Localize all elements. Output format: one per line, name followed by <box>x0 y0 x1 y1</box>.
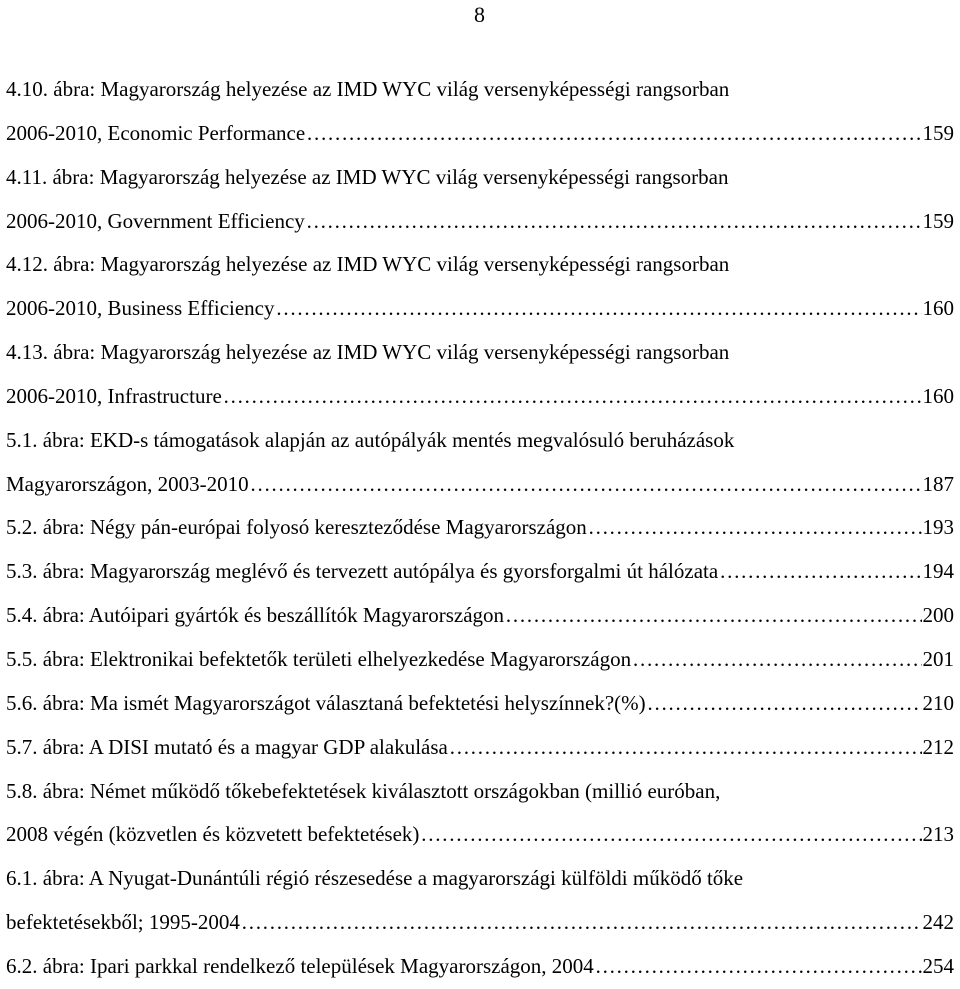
toc-entry-line: 6.1. ábra: A Nyugat-Dunántúli régió részesedése a magyarországi külföldi működő tőke <box>6 866 744 891</box>
toc-entry-title: 5.6. ábra: Ma ismét Magyarországot választaná befektetési helyszínnek?(%) <box>6 690 646 715</box>
toc-entry-page: 212 <box>922 734 954 759</box>
toc-entry-title: 5.7. ábra: A DISI mutató és a magyar GDP alakulása <box>6 734 448 759</box>
toc-entry[interactable] <box>6 638 954 682</box>
toc-entry[interactable] <box>6 200 954 244</box>
toc-entry-page: 200 <box>922 603 954 628</box>
dot-leader <box>595 945 922 989</box>
toc-entry-title: 2006-2010, Economic Performance <box>6 120 306 145</box>
toc-entry-line: 5.8. ábra: Német működő tőkebefektetések kiválasztott országokban (millió euróban, <box>6 778 721 803</box>
dot-leader <box>306 112 921 156</box>
toc-entry-title: 2008 végén (közvetlen és közvetett befektetések) <box>6 822 420 847</box>
dot-leader <box>632 638 921 682</box>
toc-entry-title: 2006-2010, Business Efficiency <box>6 296 275 321</box>
toc-entry-title: 2006-2010, Government Efficiency <box>6 208 305 233</box>
dot-leader <box>306 200 922 244</box>
toc-entry-line: 5.1. ábra: EKD-s támogatások alapján az autópályák mentés megvalósuló beruházások <box>6 427 735 452</box>
page-number: 8 <box>474 2 485 27</box>
toc-entry-title: Magyarországon, 2003-2010 <box>6 471 249 496</box>
toc-entry-page: 213 <box>922 822 954 847</box>
dot-leader <box>719 550 921 594</box>
toc-entry[interactable] <box>6 813 954 857</box>
toc-entry-line: 4.10. ábra: Magyarország helyezése az IMD WYC világ versenyképességi rangsorban <box>6 77 730 101</box>
list-of-figures <box>6 68 954 989</box>
toc-entry[interactable] <box>6 506 954 550</box>
toc-entry[interactable] <box>6 287 954 331</box>
toc-entry-page: 194 <box>922 559 954 584</box>
dot-leader <box>449 726 922 770</box>
toc-entry[interactable] <box>6 463 954 507</box>
toc-entry[interactable] <box>6 945 954 989</box>
dot-leader <box>276 287 922 331</box>
toc-entry-line: 4.11. ábra: Magyarország helyezése az IMD WYC világ versenyképességi rangsorban <box>6 164 729 189</box>
toc-entry-page: 242 <box>922 910 954 935</box>
toc-entry-title: 5.4. ábra: Autóipari gyártók és beszállítók Magyarországon <box>6 603 505 628</box>
toc-entry[interactable] <box>6 901 954 945</box>
dot-leader <box>647 682 922 726</box>
toc-entry-line: 4.12. ábra: Magyarország helyezése az IMD WYC világ versenyképességi rangsorban <box>6 252 730 277</box>
toc-entry-page: 159 <box>922 208 954 233</box>
toc-entry-page: 193 <box>922 515 954 540</box>
dot-leader <box>505 594 921 638</box>
toc-entry-page: 159 <box>922 120 954 145</box>
toc-entry-title: befektetésekből; 1995-2004 <box>6 910 240 935</box>
toc-entry-title: 5.2. ábra: Négy pán-európai folyosó kereszteződése Magyarországon <box>6 515 587 540</box>
toc-entry-title: 5.3. ábra: Magyarország meglévő és tervezett autópálya és gyorsforgalmi út hálózata <box>6 559 719 584</box>
dot-leader <box>420 813 921 857</box>
toc-entry-title: 5.5. ábra: Elektronikai befektetők területi elhelyezkedése Magyarországon <box>6 646 632 671</box>
toc-entry-page: 187 <box>922 471 954 496</box>
toc-entry-line: 4.13. ábra: Magyarország helyezése az IMD WYC világ versenyképességi rangsorban <box>6 340 730 365</box>
toc-entry[interactable] <box>6 594 954 638</box>
toc-entry[interactable] <box>6 550 954 594</box>
toc-entry-page: 160 <box>922 296 954 321</box>
dot-leader <box>241 901 922 945</box>
toc-entry[interactable] <box>6 726 954 770</box>
toc-entry-page: 210 <box>922 690 954 715</box>
toc-entry-page: 160 <box>922 383 954 408</box>
toc-entry-page: 254 <box>922 953 954 978</box>
dot-leader <box>250 463 922 507</box>
toc-entry-title: 6.2. ábra: Ipari parkkal rendelkező települések Magyarországon, 2004 <box>6 953 594 978</box>
toc-entry[interactable] <box>6 112 954 156</box>
dot-leader <box>588 506 922 550</box>
toc-entry[interactable] <box>6 682 954 726</box>
toc-entry-title: 2006-2010, Infrastructure <box>6 383 222 408</box>
toc-entry[interactable] <box>6 375 954 419</box>
dot-leader <box>223 375 922 419</box>
toc-entry-page: 201 <box>922 646 954 671</box>
